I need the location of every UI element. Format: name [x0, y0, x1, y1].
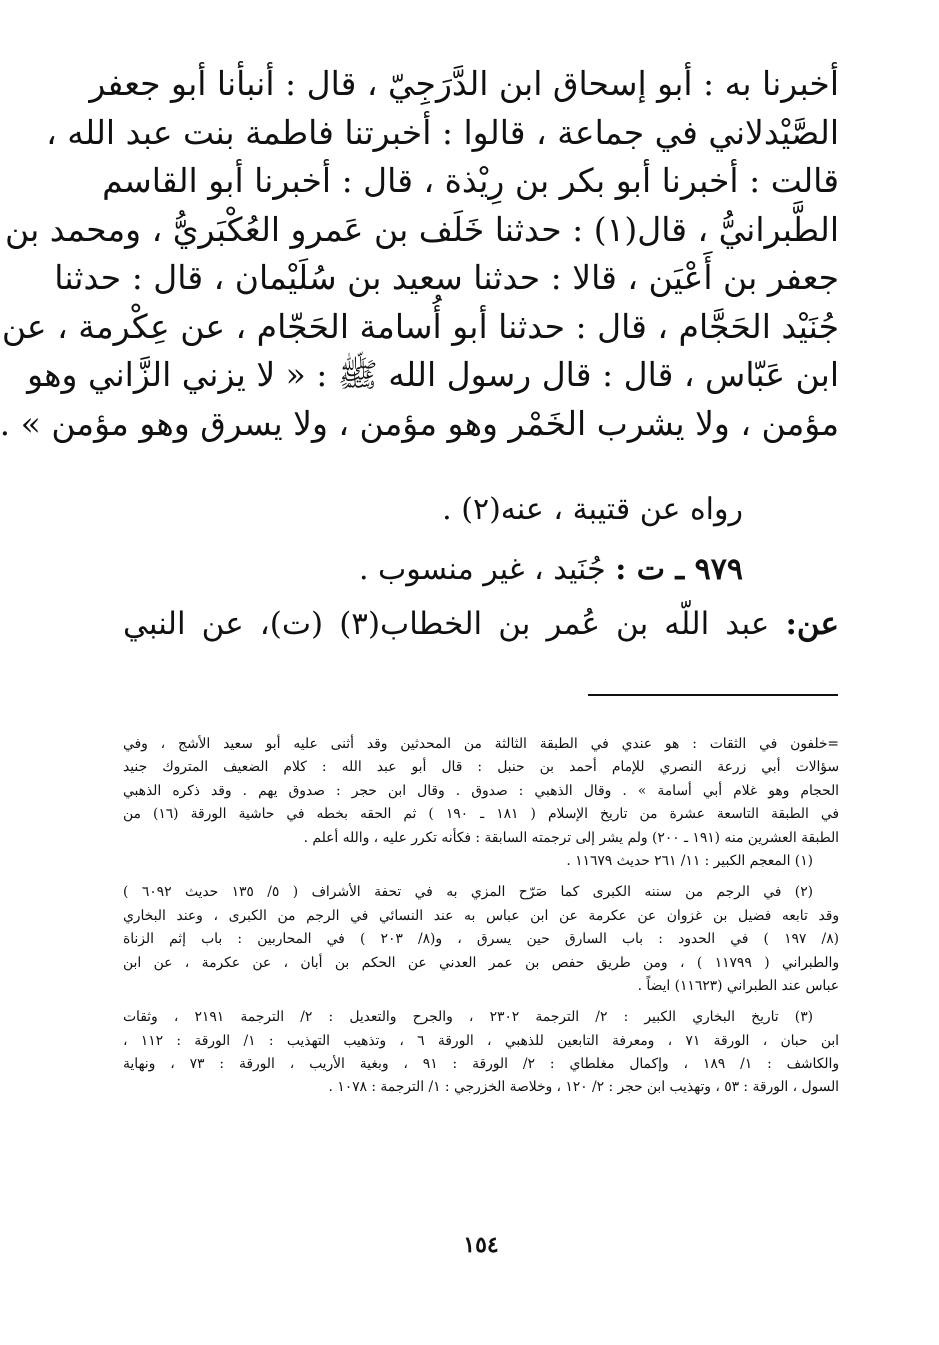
footnote-line: الطبقة العشرين منه (١٩١ ـ ٢٠٠) ولم يشر إلى ترجمته السابقة : فكأنه تكرر عليه ، والله أعلم .: [303, 829, 839, 846]
footnote-3-line: والكاشف : ١/ ١٨٩ ، وإكمال مغلطاي : ٢/ الورقة : ٩١ ، وبغية الأريب ، الورقة : ٧٣ ، ونهاية: [123, 1056, 840, 1073]
footnote-2-line: وقد تابعه فضيل بن غزوان عن عكرمة عن ابن عباس به عند النسائي في الرجم من الكبرى ، وعند البخاري: [123, 907, 839, 924]
entry-heading: [123, 548, 743, 592]
page-number: ١٥٤: [463, 1232, 499, 1258]
main-text-line: الطَّبرانيُّ ، قال(١) : حدثنا خَلَف بن عَمرو العُكْبَريُّ ، ومحمد بن: [4, 209, 839, 249]
footnote-3-line: ابن حبان ، الورقة ٧١ ، ومعرفة التابعين للذهبي ، الورقة ٦ ، وتذهيب التهذيب : ١/ الورقة : ١١٢ ،: [123, 1032, 839, 1049]
an-text: عبد اللّه بن عُمر بن الخطاب(٣) (ت)، عن النبي: [123, 606, 770, 642]
footnote-line: =خلفون في الثقات : هو عندي في الطبقة الثالثة من المحدثين وقد أثنى عليه أبو سعيد الأشج ، وفي: [123, 736, 839, 752]
entry-number: ٩٧٩ ـ ت :: [615, 552, 743, 587]
footnote-2-line: عباس عند الطبراني (١١٦٢٣) ايضاً .: [637, 977, 839, 994]
footnote-2-line: (٨/ ١٩٧ ) في الحدود : باب السارق حين يسرق ، و(٨/ ٢٠٣ ) في المحاربين : باب إثم الزناة: [123, 931, 839, 948]
footnote-2-line: (٢) في الرجم من سننه الكبرى كما صَرّح المزي به في تحفة الأشراف ( ٥/ ١٣٥ حديث ٦٠٩٢ ): [123, 884, 813, 901]
narrator-line: [123, 600, 839, 648]
main-text-block: [0, 60, 839, 448]
footnote-line: الحجام وهو غلام أبي أسامة » . وقال الذهبي : صدوق . وقال ابن حجر : صدوق يهم . وقد ذكره الذهبي: [123, 782, 839, 799]
riwaya-line: رواه عن قتيبة ، عنه(٢) .: [442, 492, 743, 527]
main-text-line: قالت : أخبرنا أبو بكر بن رِيْذة ، قال : أخبرنا أبو القاسم: [102, 161, 839, 200]
footnote-3-line: (٣) تاريخ البخاري الكبير : ٢/ الترجمة ٢٣٠٢ ، والجرح والتعديل : ٢/ الترجمة ٢١٩١ ، وثقات: [123, 1009, 813, 1026]
footnote-line: في الطبقة التاسعة عشرة من تاريخ الإسلام ( ١٨١ ـ ١٩٠ ) ثم الحقه بخطه في حاشية الورقة (١٦) من: [123, 806, 839, 823]
footnote-line: سؤالات أبي زرعة النصري للإمام أحمد بن حنبل : قال أبو عبد الله : كلام الضعيف المتروك جنيد: [123, 759, 839, 776]
footnote-1: (١) المعجم الكبير : ١١/ ٢٦١ حديث ١١٦٧٩ .: [566, 852, 813, 869]
footnotes-block: [123, 733, 839, 1100]
main-text-line: جُنَيْد الحَجَّام ، قال : حدثنا أبو أُسامة الحَجّام ، عن عِكْرمة ، عن: [1, 306, 839, 346]
main-text-line: جعفر بن أَعْيَن ، قالا : حدثنا سعيد بن سُلَيْمان ، قال : حدثنا: [54, 258, 839, 297]
footnote-2-line: والطبراني ( ١١٧٩٩ ) ، ومن طريق حفص بن عمر العدني عن الحكم بن أبان ، عن عكرمة ، عن ابن: [123, 954, 839, 971]
an-label: عن:: [785, 606, 839, 642]
entry-name: جُنَيد ، غير منسوب .: [358, 552, 606, 587]
main-text-line: ابن عَبّاس ، قال : قال رسول الله ﷺ : « لا يزني الزَّاني وهو: [27, 355, 839, 394]
main-text-line: الصَّيْدلاني في جماعة ، قالوا : أخبرتنا فاطمة بنت عبد الله ،: [46, 112, 839, 152]
main-text-line: مؤمن ، ولا يشرب الخَمْر وهو مؤمن ، ولا يسرق وهو مؤمن » .: [0, 403, 839, 443]
main-text-line: أخبرنا به : أبو إسحاق ابن الدَّرَجِيّ ، قال : أنبأنا أبو جعفر: [89, 64, 839, 103]
footnote-3-line: السول ، الورقة : ٥٣ ، وتهذيب ابن حجر : ٢/ ١٢٠ ، وخلاصة الخزرجي : ١/ الترجمة : ١٠٧٨ .: [328, 1079, 839, 1096]
footnote-separator: [588, 694, 838, 696]
